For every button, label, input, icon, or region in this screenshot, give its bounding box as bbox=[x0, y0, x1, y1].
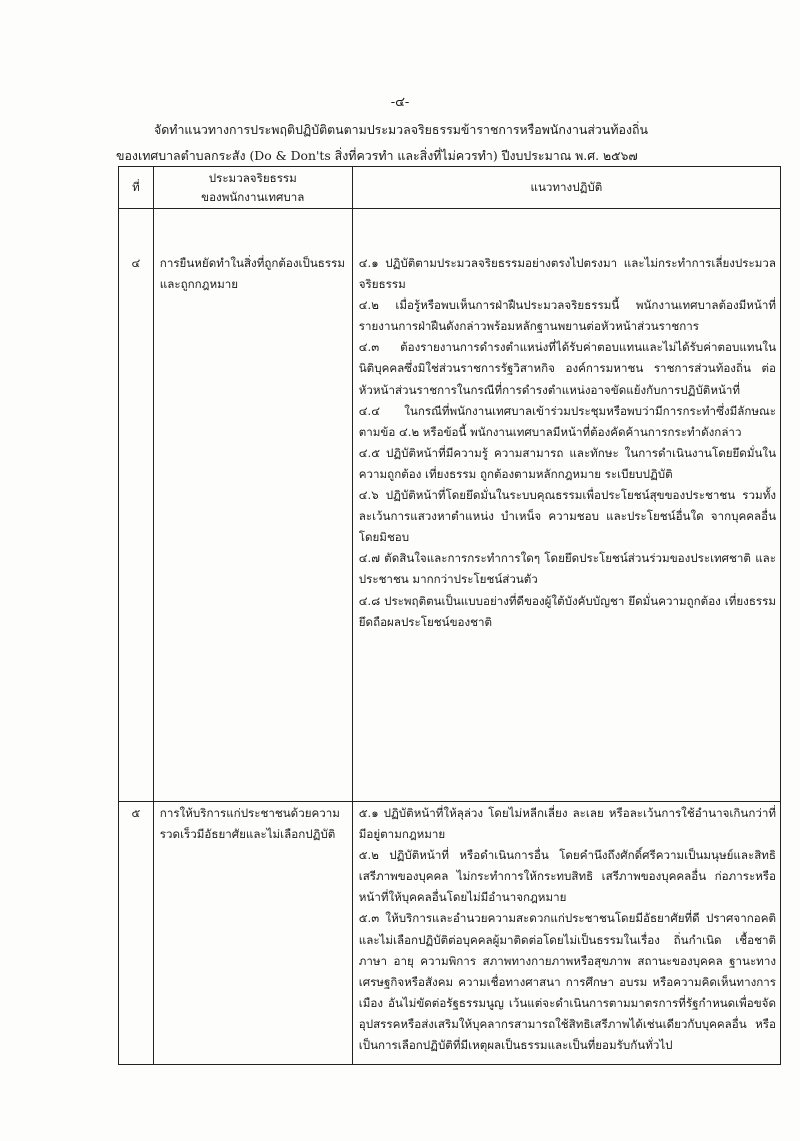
row-ethic: การให้บริการแก่ประชาชนด้วยความรวดเร็วมีอัธยาศัยและไม่เลือกปฏิบัติ bbox=[153, 802, 352, 1065]
guideline-item: ๔.๖ ปฏิบัติหน้าที่โดยยึดมั่นในระบบคุณธรรมเพื่อประโยชน์สุขของประชาชน รวมทั้งละเว้นการแสวงหาตำแหน่ง บำเหน็จ ความชอบ และประโยชน์อื่นใด จากบุคคลอื่นโดยมิชอบ bbox=[358, 488, 776, 545]
ethics-guideline-table bbox=[118, 166, 781, 1065]
guideline-item: ๕.๒ ปฏิบัติหน้าที่ หรือดำเนินการอื่น โดยคำนึงถึงศักดิ์ศรีความเป็นมนุษย์และสิทธิเสรีภาพของบุคคล ไม่กระทำการให้กระทบสิทธิ เสรีภาพของบุคคลอื่น ก่อภาระหรือหน้าที่ให้บุคคลอื่นโดยไม่มีอำนาจกฎหมาย bbox=[358, 848, 776, 905]
row-number: ๕ bbox=[119, 802, 154, 1065]
header-no: ที่ bbox=[119, 167, 154, 209]
row-guidelines bbox=[352, 209, 780, 802]
header-ethic-line2: ของพนักงานเทศบาล bbox=[201, 189, 305, 204]
table-row bbox=[119, 209, 781, 802]
document-title-line2: ของเทศบาลตำบลกระสัง (Do & Don'ts สิ่งที่ควรทำ และสิ่งที่ไม่ควรทำ) ปีงบประมาณ พ.ศ. ๒๕๖๗ bbox=[116, 148, 638, 163]
guideline-item: ๔.๘ ประพฤติตนเป็นแบบอย่างที่ดีของผู้ใต้บังคับบัญชา ยึดมั่นความถูกต้อง เที่ยงธรรม ยึดถือผลประโยชน์ของชาติ bbox=[358, 593, 776, 629]
page-number: -๔- bbox=[390, 95, 410, 110]
guideline-item: ๕.๑ ปฏิบัติหน้าที่ให้ลุล่วง โดยไม่หลีกเลี่ยง ละเลย หรือละเว้นการใช้อำนาจเกินกว่าที่มีอยู่ตามกฎหมาย bbox=[358, 806, 776, 842]
table-header-row bbox=[119, 167, 781, 209]
guideline-item: ๔.๕ ปฏิบัติหน้าที่มีความรู้ ความสามารถ และทักษะ ในการดำเนินงานโดยยึดมั่นในความถูกต้อง เที่ยงธรรม ถูกต้องตามหลักกฎหมาย ระเบียบปฏิบัติ bbox=[358, 445, 776, 481]
guideline-item: ๕.๓ ให้บริการและอำนวยความสะดวกแก่ประชาชนโดยมีอัธยาศัยที่ดี ปราศจากอคติ และไม่เลือกปฏิบัติต่อบุคคลผู้มาติดต่อโดยไม่เป็นธรรมในเรื่อง ถิ่นกำเนิด เชื้อชาติ ภาษา อายุ ความพิการ สภาพทางกายภาพหรือสุขภาพ สถานะของบุคคล ฐานะทางเศรษฐกิจหรือสังคม ความเชื่อทางศาสนา การศึกษา อบรม หรือความคิดเห็นทางการเมือง อันไม่ขัดต่อรัฐธรรมนูญ เว้นแต่จะดำเนินการตามมาตรการที่รัฐกำหนดเพื่อขจัดอุปสรรคหรือส่งเสริมให้บุคลากรสามารถใช้สิทธิเสรีภาพได้เช่นเดียวกับบุคคลอื่น หรือเป็นการเลือกปฏิบัติที่มีเหตุผลเป็นธรรมและเป็นที่ยอมรับกันทั่วไป bbox=[358, 911, 776, 1053]
guideline-item: ๔.๓ ต้องรายงานการดำรงตำแหน่งที่ได้รับค่าตอบแทนและไม่ได้รับค่าตอบแทนในนิติบุคคลซึ่งมิใช่ส่วนราชการรัฐวิสาหกิจ องค์การมหาชน ราชการส่วนท้องถิ่น ต่อหัวหน้าส่วนราชการในกรณีที่การดำรงตำแหน่งอาจขัดแย้งกับการปฏิบัติหน้าที่ bbox=[358, 340, 776, 397]
header-ethic-line1: ประมวลจริยธรรม bbox=[208, 170, 297, 185]
row-ethic: การยืนหยัดทำในสิ่งที่ถูกต้องเป็นธรรมและถูกกฎหมาย bbox=[153, 209, 352, 802]
guideline-item: ๔.๑ ปฏิบัติตามประมวลจริยธรรมอย่างตรงไปตรงมา และไม่กระทำการเลี่ยงประมวลจริยธรรม bbox=[358, 256, 776, 292]
document-title-line1: จัดทำแนวทางการประพฤติปฏิบัติตนตามประมวลจริยธรรมข้าราชการหรือพนักงานส่วนท้องถิ่น bbox=[154, 122, 648, 137]
header-ethic bbox=[153, 167, 352, 209]
table-row bbox=[119, 802, 781, 1065]
row-number: ๔ bbox=[119, 209, 154, 802]
guideline-item: ๔.๗ ตัดสินใจและการกระทำการใดๆ โดยยึดประโยชน์ส่วนร่วมของประเทศชาติ และประชาชน มากกว่าประโยชน์ส่วนตัว bbox=[358, 551, 776, 587]
guideline-item: ๔.๒ เมื่อรู้หรือพบเห็นการฝ่าฝืนประมวลจริยธรรมนี้ พนักงานเทศบาลต้องมีหน้าที่รายงานการฝ่าฝืนดังกล่าวพร้อมหลักฐานพยานต่อหัวหน้าส่วนราชการ bbox=[358, 298, 776, 334]
header-guide: แนวทางปฏิบัติ bbox=[352, 167, 780, 209]
guideline-item: ๔.๔ ในกรณีที่พนักงานเทศบาลเข้าร่วมประชุมหรือพบว่ามีการกระทำซึ่งมีลักษณะตามข้อ ๔.๒ หรือข้อนี้ พนักงานเทศบาลมีหน้าที่ต้องคัดค้านการกระทำดังกล่าว bbox=[358, 403, 776, 439]
row-guidelines bbox=[352, 802, 780, 1065]
